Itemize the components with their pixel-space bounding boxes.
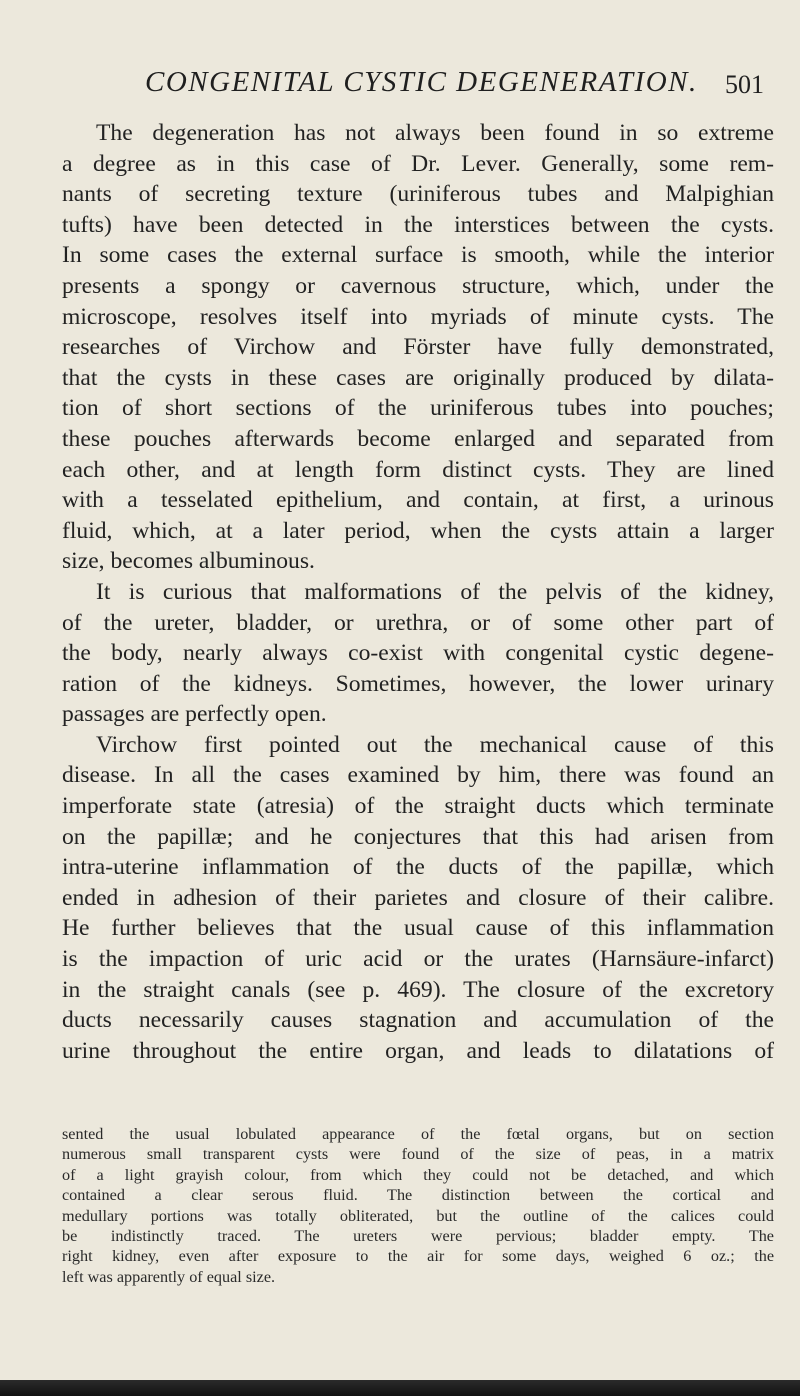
body-text-line: these pouches afterwards become enlarged and separated from xyxy=(62,425,774,452)
body-text-line: researches of Virchow and Förster have fully demonstrated, xyxy=(62,334,774,361)
body-text-line: ducts necessarily causes stagnation and accumulation of the xyxy=(62,1007,774,1034)
page-header xyxy=(60,66,780,102)
body-text-line: in the straight canals (see p. 469). The closure of the excretory xyxy=(62,976,774,1003)
body-text-line: ended in adhesion of their parietes and closure of their calibre. xyxy=(62,884,774,911)
body-text-line: size, becomes albuminous. xyxy=(62,548,315,575)
footnote-line: left was apparently of equal size. xyxy=(62,1267,276,1286)
body-text-line: fluid, which, at a later period, when the cysts attain a larger xyxy=(62,517,774,544)
body-text xyxy=(62,118,774,1066)
body-text-line: In some cases the external surface is smooth, while the interior xyxy=(62,242,774,269)
body-text-line: microscope, resolves itself into myriads of minute cysts. The xyxy=(62,303,774,330)
body-text-line: imperforate state (atresia) of the straight ducts which terminate xyxy=(62,793,774,820)
page-edge-shadow xyxy=(0,1380,800,1396)
footnote xyxy=(62,1124,774,1287)
body-text-line: passages are perfectly open. xyxy=(62,701,327,728)
footnote-line: right kidney, even after exposure to the air for some days, weighed 6 oz.; the xyxy=(62,1247,774,1266)
body-text-line: intra-uterine inflammation of the ducts of the papillæ, which xyxy=(62,854,774,881)
body-text-line: disease. In all the cases examined by him, there was found an xyxy=(62,762,774,789)
body-text-line: tufts) have been detected in the interstices between the cysts. xyxy=(62,211,774,238)
body-text-line: It is curious that malformations of the pelvis of the kidney, xyxy=(96,578,774,605)
body-text-line: is the impaction of uric acid or the urates (Harnsäure-infarct) xyxy=(62,946,774,973)
body-text-line: Virchow first pointed out the mechanical cause of this xyxy=(96,731,774,758)
body-text-line: of the ureter, bladder, or urethra, or of some other part of xyxy=(62,609,774,636)
body-text-line: with a tesselated epithelium, and contain, at first, a urinous xyxy=(62,487,774,514)
running-title: CONGENITAL CYSTIC DEGENERATION. xyxy=(145,66,698,98)
body-text-line: a degree as in this case of Dr. Lever. Generally, some rem- xyxy=(62,150,774,177)
footnote-line: medullary portions was totally obliterated, but the outline of the calices could xyxy=(62,1206,774,1225)
body-text-line: He further believes that the usual cause of this inflammation xyxy=(62,915,774,942)
footnote-line: sented the usual lobulated appearance of the fœtal organs, but on section xyxy=(62,1125,774,1143)
body-text-line: urine throughout the entire organ, and leads to dilatations of xyxy=(62,1037,774,1064)
footnote-line: numerous small transparent cysts were found of the size of peas, in a matrix xyxy=(62,1145,774,1164)
body-text-line: each other, and at length form distinct cysts. They are lined xyxy=(62,456,774,483)
body-text-line: The degeneration has not always been found in so extreme xyxy=(96,120,774,146)
footnote-line: be indistinctly traced. The ureters were pervious; bladder empty. The xyxy=(62,1226,774,1245)
body-text-line: nants of secreting texture (uriniferous tubes and Malpighian xyxy=(62,181,774,208)
page-number: 501 xyxy=(725,70,764,99)
body-text-line: ration of the kidneys. Sometimes, however, the lower urinary xyxy=(62,670,774,697)
body-text-line: tion of short sections of the uriniferous tubes into pouches; xyxy=(62,395,774,422)
body-text-line: that the cysts in these cases are originally produced by dilata- xyxy=(62,364,774,391)
footnote-line: of a light grayish colour, from which they could not be detached, and which xyxy=(62,1165,774,1184)
body-text-line: presents a spongy or cavernous structure, which, under the xyxy=(62,272,774,299)
body-text-line: the body, nearly always co-exist with congenital cystic degene- xyxy=(62,640,774,667)
footnote-line: contained a clear serous fluid. The distinction between the cortical and xyxy=(62,1186,774,1205)
body-text-line: on the papillæ; and he conjectures that this had arisen from xyxy=(62,823,774,850)
